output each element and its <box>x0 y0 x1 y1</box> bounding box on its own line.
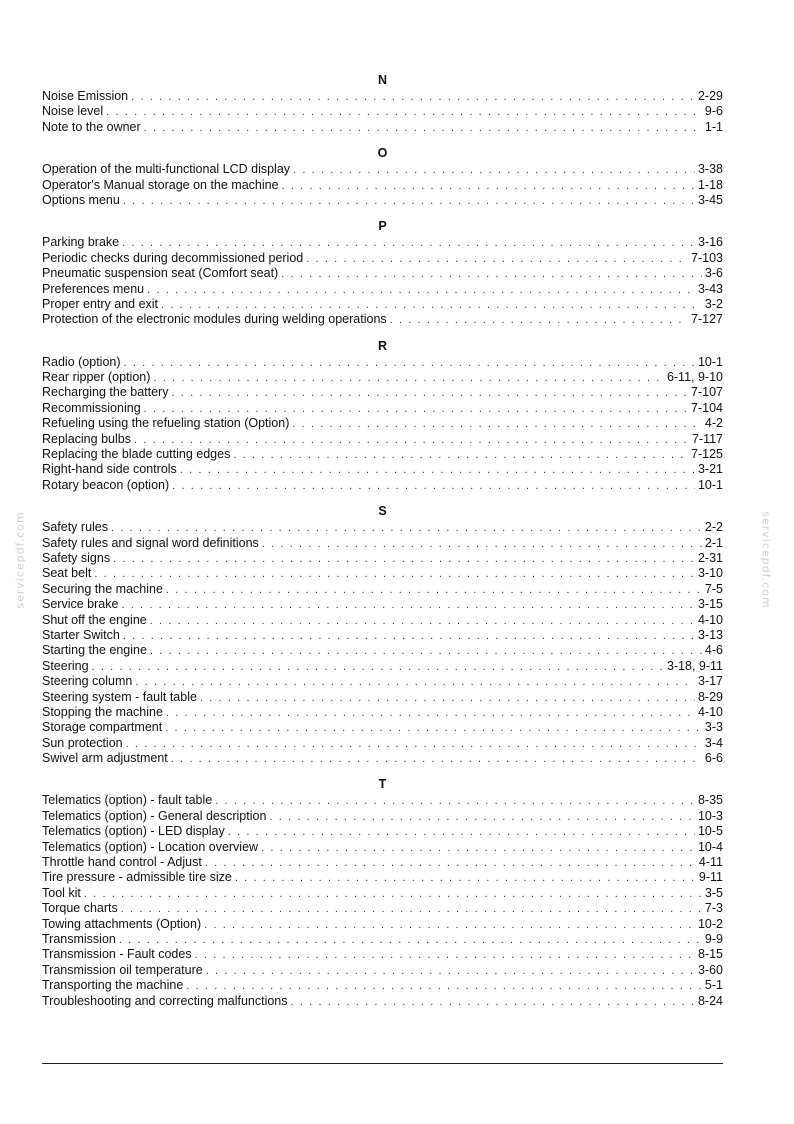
dot-leader <box>113 552 695 567</box>
index-entry[interactable] <box>42 447 723 462</box>
dot-leader <box>204 918 695 933</box>
index-entry[interactable] <box>42 705 723 720</box>
index-section <box>42 503 723 766</box>
entry-page: 3-15 <box>697 597 723 612</box>
entry-label: Stopping the machine <box>42 704 163 719</box>
entry-label: Steering <box>42 658 89 673</box>
index-section <box>42 218 723 327</box>
entry-page: 3-4 <box>704 735 723 750</box>
dot-leader <box>306 252 688 267</box>
index-entry[interactable] <box>42 370 723 385</box>
index-entry[interactable] <box>42 178 723 193</box>
entry-label: Preferences menu <box>42 281 145 296</box>
index-section <box>42 145 723 208</box>
index-entry[interactable] <box>42 613 723 628</box>
section-letter: P <box>378 219 387 234</box>
entry-page: 3-21 <box>697 462 723 477</box>
index-entry[interactable] <box>42 355 723 370</box>
index-entry[interactable] <box>42 89 723 104</box>
index-entry[interactable] <box>42 901 723 916</box>
dot-leader <box>180 463 695 478</box>
entry-page: 10-1 <box>697 477 723 492</box>
dot-leader <box>111 521 702 536</box>
entry-label: Transmission - Fault codes <box>42 947 192 962</box>
entry-label: Noise level <box>42 104 104 119</box>
dot-leader <box>293 163 695 178</box>
entry-page: 3-2 <box>704 296 723 311</box>
dot-leader <box>206 964 695 979</box>
index-entry[interactable] <box>42 162 723 177</box>
index-entry[interactable] <box>42 963 723 978</box>
dot-leader <box>131 90 695 105</box>
entry-label: Transmission oil temperature <box>42 962 203 977</box>
dot-leader <box>123 194 695 209</box>
entry-page: 2-1 <box>704 535 723 550</box>
entry-label: Towing attachments (Option) <box>42 916 202 931</box>
entry-label: Telematics (option) - LED display <box>42 824 225 839</box>
entry-label: Throttle hand control - Adjust <box>42 855 202 870</box>
index-list <box>42 72 723 1019</box>
dot-leader <box>171 752 702 767</box>
entry-page: 2-31 <box>697 550 723 565</box>
entry-label: Operation of the multi-functional LCD display <box>42 162 291 177</box>
index-entry[interactable] <box>42 628 723 643</box>
entry-label: Replacing the blade cutting edges <box>42 447 231 462</box>
dot-leader <box>106 105 702 120</box>
index-entry[interactable] <box>42 947 723 962</box>
dot-leader <box>122 236 695 251</box>
index-entry[interactable] <box>42 566 723 581</box>
dot-leader <box>235 871 696 886</box>
index-section <box>42 776 723 1008</box>
entry-label: Steering system - fault table <box>42 689 197 704</box>
index-entry[interactable] <box>42 266 723 281</box>
entry-page: 10-3 <box>697 808 723 823</box>
entry-page: 10-1 <box>697 354 723 369</box>
entry-page: 3-18, 9-11 <box>666 658 723 673</box>
entry-page: 3-16 <box>697 235 723 250</box>
dot-leader <box>119 933 702 948</box>
entry-page: 8-15 <box>697 947 723 962</box>
entry-label: Safety rules <box>42 520 109 535</box>
index-entry[interactable] <box>42 886 723 901</box>
entry-label: Safety rules and signal word definitions <box>42 535 259 550</box>
entry-page: 3-17 <box>697 674 723 689</box>
index-entry[interactable] <box>42 994 723 1009</box>
dot-leader <box>215 794 695 809</box>
index-entry[interactable] <box>42 478 723 493</box>
entry-label: Steering column <box>42 674 133 689</box>
entry-page: 4-11 <box>698 855 723 870</box>
index-entry[interactable] <box>42 793 723 808</box>
entry-label: Telematics (option) - General description <box>42 808 267 823</box>
entry-label: Service brake <box>42 597 119 612</box>
entry-label: Tire pressure - admissible tire size <box>42 870 232 885</box>
index-entry[interactable] <box>42 385 723 400</box>
dot-leader <box>144 402 688 417</box>
index-entry[interactable] <box>42 809 723 824</box>
entry-label: Proper entry and exit <box>42 296 159 311</box>
entry-label: Seat belt <box>42 566 92 581</box>
index-entry[interactable] <box>42 282 723 297</box>
entry-page: 8-29 <box>697 689 723 704</box>
dot-leader <box>121 598 695 613</box>
entry-page: 2-2 <box>704 520 723 535</box>
entry-label: Telematics (option) - fault table <box>42 793 213 808</box>
entry-label: Pneumatic suspension seat (Comfort seat) <box>42 266 279 281</box>
dot-leader <box>269 810 695 825</box>
entry-label: Right-hand side controls <box>42 462 177 477</box>
entry-label: Noise Emission <box>42 89 129 103</box>
index-entry[interactable] <box>42 432 723 447</box>
index-entry[interactable] <box>42 720 723 735</box>
entry-page: 6-6 <box>704 751 723 766</box>
index-entry[interactable] <box>42 674 723 689</box>
entry-page: 4-6 <box>704 643 723 658</box>
entry-page: 7-125 <box>691 447 723 462</box>
entry-page: 7-103 <box>691 250 723 265</box>
entry-label: Rotary beacon (option) <box>42 477 170 492</box>
entry-label: Note to the owner <box>42 119 141 134</box>
dot-leader <box>124 356 695 371</box>
entry-page: 7-127 <box>691 312 723 327</box>
entry-page: 3-45 <box>697 192 723 207</box>
dot-leader <box>282 179 695 194</box>
dot-leader <box>281 267 702 282</box>
entry-label: Parking brake <box>42 235 120 250</box>
entry-page: 5-1 <box>704 978 723 993</box>
dot-leader <box>153 371 664 386</box>
entry-label: Troubleshooting and correcting malfunctions <box>42 993 288 1008</box>
entry-label: Torque charts <box>42 901 118 916</box>
entry-label: Securing the machine <box>42 581 163 596</box>
index-entry[interactable] <box>42 120 723 135</box>
dot-leader <box>233 448 688 463</box>
dot-leader <box>165 721 702 736</box>
dot-leader <box>172 479 695 494</box>
index-entry[interactable] <box>42 235 723 250</box>
entry-label: Recharging the battery <box>42 385 169 400</box>
entry-page: 6-11, 9-10 <box>666 370 723 385</box>
entry-page: 3-43 <box>697 281 723 296</box>
entry-label: Recommissioning <box>42 400 141 415</box>
index-entry[interactable] <box>42 855 723 870</box>
index-entry[interactable] <box>42 597 723 612</box>
entry-label: Sun protection <box>42 735 123 750</box>
dot-leader <box>171 386 688 401</box>
index-entry[interactable] <box>42 193 723 208</box>
dot-leader <box>262 537 702 552</box>
entry-page: 9-11 <box>698 870 723 885</box>
index-entry[interactable] <box>42 840 723 855</box>
entry-label: Telematics (option) - Location overview <box>42 839 259 854</box>
section-letter: T <box>378 777 387 792</box>
entry-page: 4-10 <box>697 612 723 627</box>
entry-page: 3-10 <box>697 566 723 581</box>
watermark-right: servicepdf.com <box>759 511 773 609</box>
entry-label: Tool kit <box>42 885 81 900</box>
entry-label: Operator's Manual storage on the machine <box>42 177 279 192</box>
index-entry[interactable] <box>42 104 723 119</box>
index-entry[interactable] <box>42 520 723 535</box>
dot-leader <box>150 644 702 659</box>
dot-leader <box>166 583 702 598</box>
index-entry[interactable] <box>42 551 723 566</box>
entry-page: 1-1 <box>704 119 723 134</box>
entry-page: 7-117 <box>691 431 723 446</box>
entry-page: 9-9 <box>704 931 723 946</box>
dot-leader <box>84 887 702 902</box>
entry-label: Replacing bulbs <box>42 431 131 446</box>
index-entry[interactable] <box>42 582 723 597</box>
dot-leader <box>292 417 702 432</box>
dot-leader <box>144 121 702 136</box>
index-entry[interactable] <box>42 297 723 312</box>
dot-leader <box>166 706 695 721</box>
index-entry[interactable] <box>42 917 723 932</box>
entry-label: Starter Switch <box>42 627 120 642</box>
watermark-left: servicepdf.com <box>13 511 27 609</box>
entry-page: 9-6 <box>704 104 723 119</box>
dot-leader <box>161 298 702 313</box>
entry-page: 3-6 <box>704 266 723 281</box>
entry-page: 3-13 <box>697 627 723 642</box>
entry-page: 10-5 <box>697 824 723 839</box>
dot-leader <box>228 825 695 840</box>
index-entry[interactable] <box>42 401 723 416</box>
entry-label: Rear ripper (option) <box>42 370 151 385</box>
dot-leader <box>121 902 702 917</box>
dot-leader <box>150 614 695 629</box>
entry-page: 10-4 <box>697 839 723 854</box>
entry-page: 1-18 <box>697 177 723 192</box>
dot-leader <box>135 675 695 690</box>
entry-page: 3-5 <box>704 885 723 900</box>
entry-label: Shut off the engine <box>42 612 147 627</box>
entry-label: Starting the engine <box>42 643 147 658</box>
index-entry[interactable] <box>42 643 723 658</box>
entry-label: Transporting the machine <box>42 978 184 993</box>
index-entry[interactable] <box>42 536 723 551</box>
entry-label: Transmission <box>42 931 116 946</box>
section-letter: S <box>378 504 387 519</box>
entry-page: 3-3 <box>704 720 723 735</box>
section-letter: R <box>377 338 388 353</box>
entry-page: 7-5 <box>704 581 723 596</box>
entry-label: Options menu <box>42 192 120 207</box>
index-entry[interactable] <box>42 462 723 477</box>
index-entry[interactable] <box>42 659 723 674</box>
dot-leader <box>195 948 695 963</box>
dot-leader <box>123 629 695 644</box>
dot-leader <box>94 567 695 582</box>
index-entry[interactable] <box>42 824 723 839</box>
dot-leader <box>134 433 689 448</box>
section-letter: O <box>377 146 388 161</box>
index-entry[interactable] <box>42 690 723 705</box>
dot-leader <box>291 995 695 1010</box>
index-section <box>42 338 723 494</box>
dot-leader <box>92 660 664 675</box>
entry-label: Safety signs <box>42 550 111 565</box>
entry-label: Protection of the electronic modules during welding operations <box>42 312 387 327</box>
entry-page: 10-2 <box>697 916 723 931</box>
entry-label: Storage compartment <box>42 720 163 735</box>
footer-rule <box>42 1063 723 1064</box>
entry-label: Radio (option) <box>42 354 121 369</box>
index-entry[interactable] <box>42 312 723 327</box>
entry-label: Swivel arm adjustment <box>42 751 168 766</box>
entry-page: 7-104 <box>691 400 723 415</box>
entry-page: 7-107 <box>691 385 723 400</box>
section-letter: N <box>377 73 388 87</box>
entry-page: 2-29 <box>697 89 723 103</box>
dot-leader <box>261 841 695 856</box>
index-section <box>42 72 723 135</box>
dot-leader <box>186 979 702 994</box>
dot-leader <box>200 691 695 706</box>
index-entry[interactable] <box>42 978 723 993</box>
entry-page: 8-24 <box>697 993 723 1008</box>
entry-page: 7-3 <box>704 901 723 916</box>
entry-page: 4-2 <box>704 416 723 431</box>
dot-leader <box>126 737 702 752</box>
index-entry[interactable] <box>42 932 723 947</box>
dot-leader <box>147 283 695 298</box>
entry-page: 3-60 <box>697 962 723 977</box>
entry-page: 3-38 <box>697 162 723 177</box>
entry-label: Periodic checks during decommissioned period <box>42 250 304 265</box>
index-entry[interactable] <box>42 251 723 266</box>
index-entry[interactable] <box>42 751 723 766</box>
dot-leader <box>390 313 688 328</box>
dot-leader <box>205 856 696 871</box>
index-entry[interactable] <box>42 416 723 431</box>
index-entry[interactable] <box>42 870 723 885</box>
entry-label: Refueling using the refueling station (Option) <box>42 416 290 431</box>
index-entry[interactable] <box>42 736 723 751</box>
entry-page: 4-10 <box>697 704 723 719</box>
entry-page: 8-35 <box>697 793 723 808</box>
